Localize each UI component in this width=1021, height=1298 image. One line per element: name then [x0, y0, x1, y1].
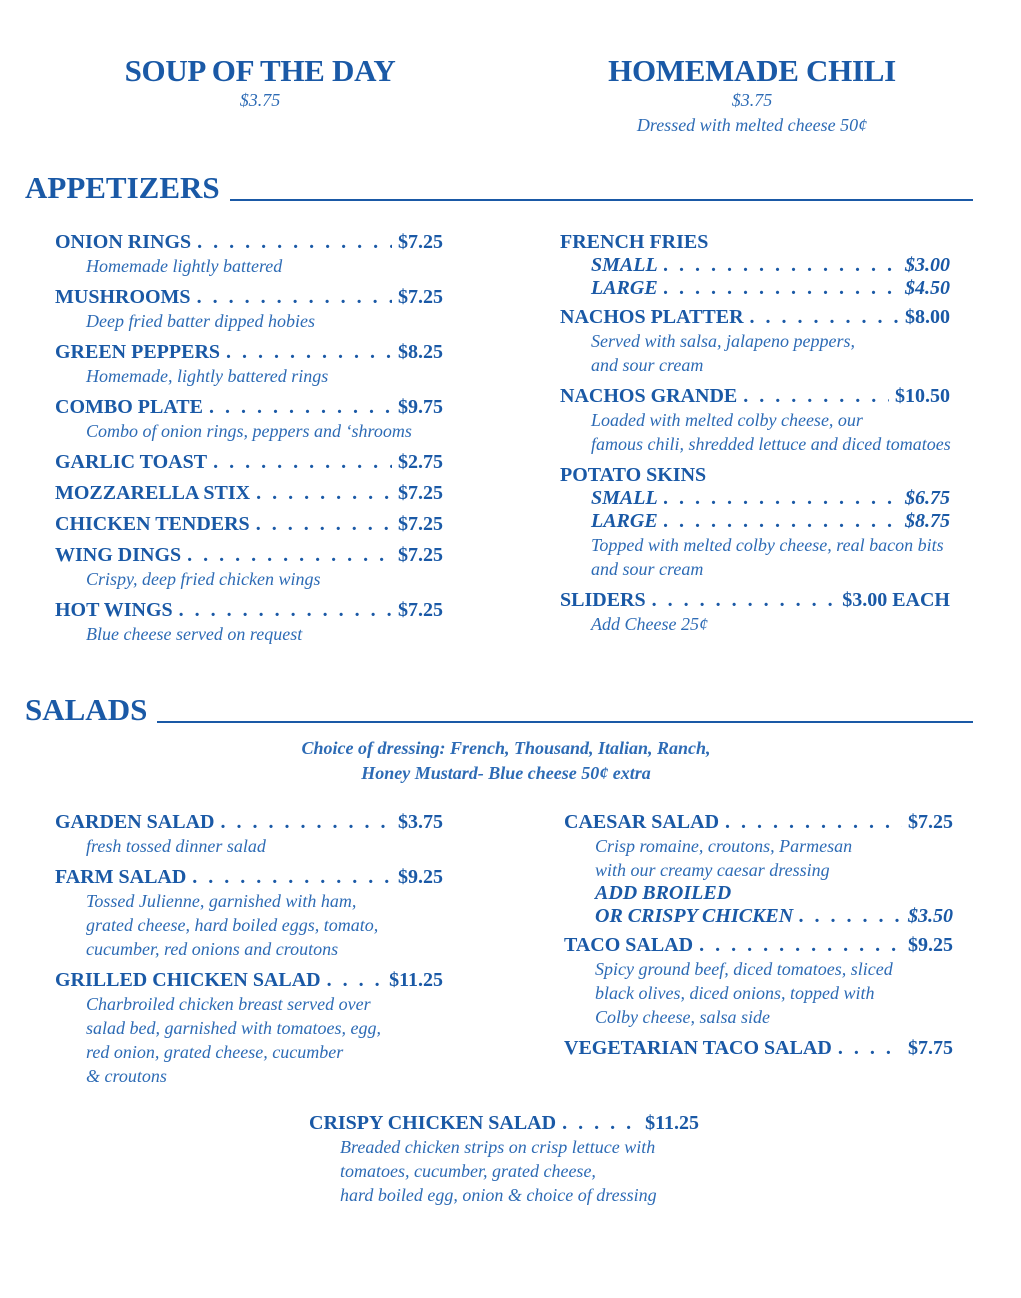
leader-dots [256, 513, 392, 536]
item-name: WING DINGS [55, 544, 182, 566]
leader-dots [699, 934, 902, 957]
item-name: FARM SALAD [55, 866, 187, 888]
appetizers-left [55, 231, 443, 646]
item-desc: Spicy ground beef, diced tomatoes, sliced [595, 959, 893, 979]
dressing-line: Choice of dressing: French, Thousand, Italian, Ranch, [301, 738, 711, 758]
menu-item [560, 385, 950, 408]
crispy-chicken-section [309, 1112, 699, 1207]
item-price: $8.25 [398, 341, 443, 363]
menu-item [55, 811, 443, 834]
item-price: $9.75 [398, 396, 443, 418]
leader-dots [664, 487, 899, 510]
leader-dots [213, 451, 392, 474]
item-price: $7.25 [398, 286, 443, 308]
menu-item [560, 464, 950, 487]
menu-item [564, 1037, 953, 1060]
soup-title: SOUP OF THE DAY [124, 53, 396, 88]
item-name: NACHOS GRANDE [560, 385, 738, 407]
appetizers-heading-text: APPETIZERS [25, 170, 220, 205]
size-option [591, 487, 950, 510]
menu-item [564, 934, 953, 957]
leader-dots [209, 396, 392, 419]
item-name: GARLIC TOAST [55, 451, 208, 473]
menu-item [564, 811, 953, 834]
dressing-line: Honey Mustard- Blue cheese 50¢ extra [361, 763, 651, 783]
item-price: $3.00 [905, 254, 950, 276]
appetizers-right [560, 231, 950, 636]
item-desc: Blue cheese served on request [86, 624, 303, 644]
chili-title: HOMEMADE CHILI [608, 53, 896, 88]
item-desc: Add Cheese 25¢ [591, 614, 708, 634]
item-desc: red onion, grated cheese, cucumber [86, 1042, 344, 1062]
menu-item [55, 513, 443, 536]
item-desc: and sour cream [591, 355, 704, 375]
item-name: TACO SALAD [564, 934, 694, 956]
item-desc: with our creamy caesar dressing [595, 860, 830, 880]
item-desc: Colby cheese, salsa side [595, 1007, 770, 1027]
item-price: $9.25 [398, 866, 443, 888]
item-desc: Homemade lightly battered [86, 256, 283, 276]
chili-price: $3.75 [731, 90, 773, 110]
item-price: $4.50 [905, 277, 950, 299]
item-name: GREEN PEPPERS [55, 341, 221, 363]
size-option [591, 254, 950, 277]
leader-dots [750, 306, 899, 329]
item-desc: Crispy, deep fried chicken wings [86, 569, 321, 589]
item-desc: Combo of onion rings, peppers and ‘shrooms [86, 421, 412, 441]
item-desc: fresh tossed dinner salad [86, 836, 266, 856]
menu-item [55, 866, 443, 889]
menu-item [55, 482, 443, 505]
item-name: COMBO PLATE [55, 396, 203, 418]
item-desc: tomatoes, cucumber, grated cheese, [340, 1161, 596, 1181]
menu-item [560, 306, 950, 329]
heading-rule [157, 721, 973, 723]
appetizers-heading [25, 170, 973, 206]
add-on [595, 905, 953, 928]
menu-item [55, 599, 443, 622]
menu-item [55, 286, 443, 309]
leader-dots [664, 277, 899, 300]
menu-item [560, 231, 950, 254]
leader-dots [664, 510, 899, 533]
item-name: GRILLED CHICKEN SALAD [55, 969, 321, 991]
item-desc: Breaded chicken strips on crisp lettuce with [340, 1137, 656, 1157]
leader-dots [327, 969, 383, 992]
add-on-label: ADD BROILED [595, 882, 732, 904]
menu-item [560, 589, 950, 612]
item-price: $3.75 [398, 811, 443, 833]
leader-dots [743, 385, 889, 408]
leader-dots [664, 254, 899, 277]
item-price: $11.25 [389, 969, 443, 991]
item-price: $11.25 [645, 1112, 699, 1134]
item-name: HOT WINGS [55, 599, 173, 621]
item-desc: Charbroiled chicken breast served over [86, 994, 371, 1014]
menu-item [55, 341, 443, 364]
item-name: MOZZARELLA STIX [55, 482, 251, 504]
leader-dots [220, 811, 392, 834]
item-name: ONION RINGS [55, 231, 192, 253]
size-label: SMALL [591, 487, 658, 509]
size-option [591, 277, 950, 300]
item-price: $7.25 [398, 599, 443, 621]
item-desc: Served with salsa, jalapeno peppers, [591, 331, 855, 351]
dressing-note [200, 736, 812, 786]
menu-item [55, 544, 443, 567]
item-name: FRENCH FRIES [560, 231, 709, 253]
item-desc: black olives, diced onions, topped with [595, 983, 875, 1003]
item-price: $7.25 [398, 513, 443, 535]
size-label: SMALL [591, 254, 658, 276]
item-desc: Deep fried batter dipped hobies [86, 311, 315, 331]
soup-price: $3.75 [239, 90, 281, 110]
leader-dots [562, 1112, 639, 1135]
item-name: GARDEN SALAD [55, 811, 215, 833]
leader-dots [799, 905, 902, 928]
leader-dots [256, 482, 392, 505]
item-desc: famous chili, shredded lettuce and diced tomatoes [591, 434, 951, 454]
item-name: VEGETARIAN TACO SALAD [564, 1037, 832, 1059]
item-desc: Loaded with melted colby cheese, our [591, 410, 863, 430]
item-desc: hard boiled egg, onion & choice of dressing [340, 1185, 657, 1205]
item-price: $2.75 [398, 451, 443, 473]
menu-item [55, 231, 443, 254]
menu-item [309, 1112, 699, 1135]
item-desc: Crisp romaine, croutons, Parmesan [595, 836, 853, 856]
leader-dots [838, 1037, 902, 1060]
salads-right [564, 811, 953, 1060]
menu-item [55, 396, 443, 419]
leader-dots [192, 866, 392, 889]
item-price: $3.00 EACH [842, 589, 950, 611]
leader-dots [725, 811, 902, 834]
item-name: MUSHROOMS [55, 286, 191, 308]
item-price: $7.25 [398, 544, 443, 566]
item-desc: & croutons [86, 1066, 167, 1086]
item-price: $3.50 [908, 905, 953, 927]
item-desc: Topped with melted colby cheese, real bacon bits [591, 535, 944, 555]
item-desc: Tossed Julienne, garnished with ham, [86, 891, 357, 911]
menu-item [55, 969, 443, 992]
item-price: $8.75 [905, 510, 950, 532]
heading-rule [230, 199, 973, 201]
item-price: $7.25 [908, 811, 953, 833]
leader-dots [197, 286, 392, 309]
leader-dots [652, 589, 837, 612]
item-price: $6.75 [905, 487, 950, 509]
item-name: CAESAR SALAD [564, 811, 720, 833]
size-label: LARGE [591, 510, 658, 532]
item-price: $8.00 [905, 306, 950, 328]
item-desc: and sour cream [591, 559, 704, 579]
salads-left [55, 811, 443, 1088]
item-desc: grated cheese, hard boiled eggs, tomato, [86, 915, 379, 935]
item-name: NACHOS PLATTER [560, 306, 744, 328]
leader-dots [226, 341, 392, 364]
menu-item [55, 451, 443, 474]
item-desc: Homemade, lightly battered rings [86, 366, 329, 386]
size-label: LARGE [591, 277, 658, 299]
item-desc: salad bed, garnished with tomatoes, egg, [86, 1018, 381, 1038]
item-price: $7.75 [908, 1037, 953, 1059]
item-price: $9.25 [908, 934, 953, 956]
salads-heading-text: SALADS [25, 692, 148, 727]
item-desc: cucumber, red onions and croutons [86, 939, 339, 959]
item-price: $7.25 [398, 482, 443, 504]
size-option [591, 510, 950, 533]
item-name: SLIDERS [560, 589, 646, 611]
add-on [595, 882, 953, 905]
item-price: $7.25 [398, 231, 443, 253]
salads-heading [25, 692, 973, 728]
item-name: CRISPY CHICKEN SALAD [309, 1112, 557, 1134]
item-name: CHICKEN TENDERS [55, 513, 250, 535]
add-on-label: OR CRISPY CHICKEN [595, 905, 794, 927]
leader-dots [179, 599, 392, 622]
item-price: $10.50 [895, 385, 950, 407]
leader-dots [197, 231, 392, 254]
item-name: POTATO SKINS [560, 464, 707, 486]
chili-note: Dressed with melted cheese 50¢ [636, 115, 868, 135]
leader-dots [187, 544, 392, 567]
